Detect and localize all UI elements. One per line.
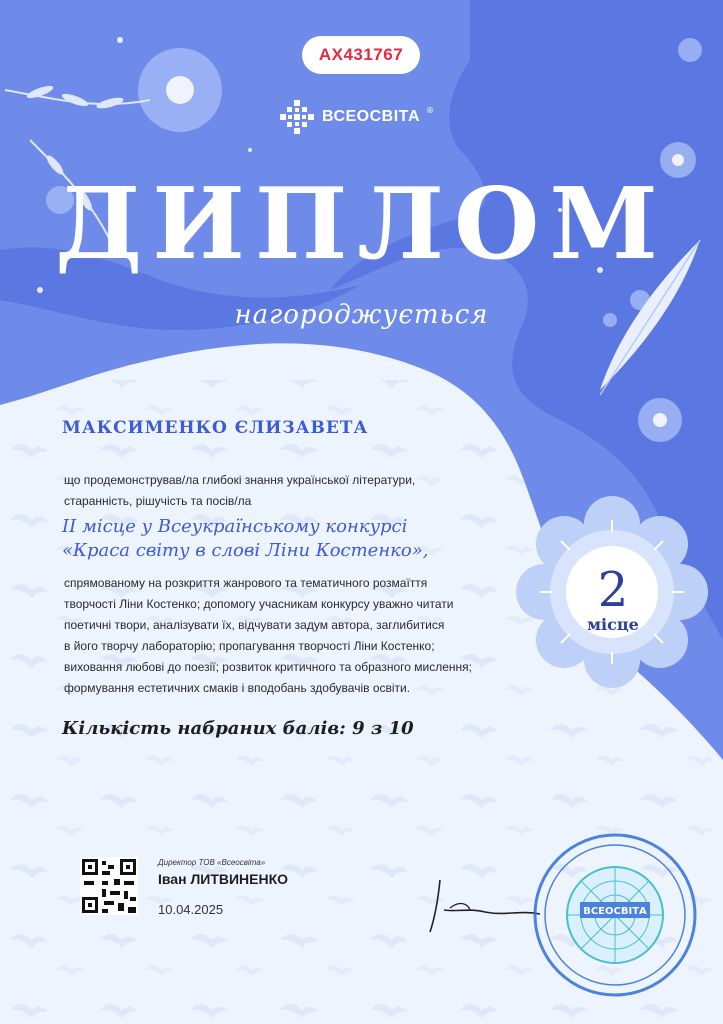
brand-logo [278,98,434,136]
stamp-brand-text: ВСЕОСВІТА [583,906,647,917]
snowflake-logo-icon [278,98,316,136]
director-label: Директор ТОВ «Всеосвіта» [158,858,266,867]
score-text: Кількість набраних балів: 9 з 10 [62,718,414,739]
awarded-label: нагороджується [234,300,489,330]
certificate-id-badge: AX431767 [302,36,420,74]
intro-line: старанність, рішучість та посів/ла [64,494,252,508]
issue-date: 10.04.2025 [158,902,224,917]
official-stamp [530,830,700,1000]
place-number: 2 [597,562,629,618]
contest-line: «Краса світу в слові Ліни Костенко», [62,540,429,561]
place-label: місце [587,615,639,634]
description-line: спрямованому на розкриття жанрового та тематичного розмаїття [64,576,428,590]
recipient-name: МАКСИМЕНКО ЄЛИЗАВЕТА [62,418,369,438]
description-text [64,573,514,699]
description-line: формування естетичних смаків і вподобань здобувачів освіти. [64,681,411,695]
registered-mark: ® [426,105,434,115]
description-line: творчості Ліни Костенко; допомогу учасникам конкурсу уважно читати [64,597,454,611]
contest-line: ІІ місце у Всеукраїнському конкурсі [62,516,408,537]
signature [410,870,550,940]
intro-text [64,470,484,512]
description-line: поетичні твори, аналізувати їх, відчувати задум автора, заглибитися [64,618,445,632]
qr-code-icon[interactable] [80,857,138,915]
description-line: в його творчу лабораторію; пропагування творчості Ліни Костенко; [64,639,435,653]
brand-name: ВСЕОСВІТА [322,108,420,125]
diploma-title: ДИПЛОМ [55,167,668,282]
description-line: виховання любові до поезії; розвиток критичного та образного мислення; [64,660,472,674]
director-name: Іван ЛИТВИНЕНКО [158,871,289,887]
contest-title [62,515,429,563]
intro-line: що продемонстрував/ла глибокі знання української літератури, [64,473,416,487]
